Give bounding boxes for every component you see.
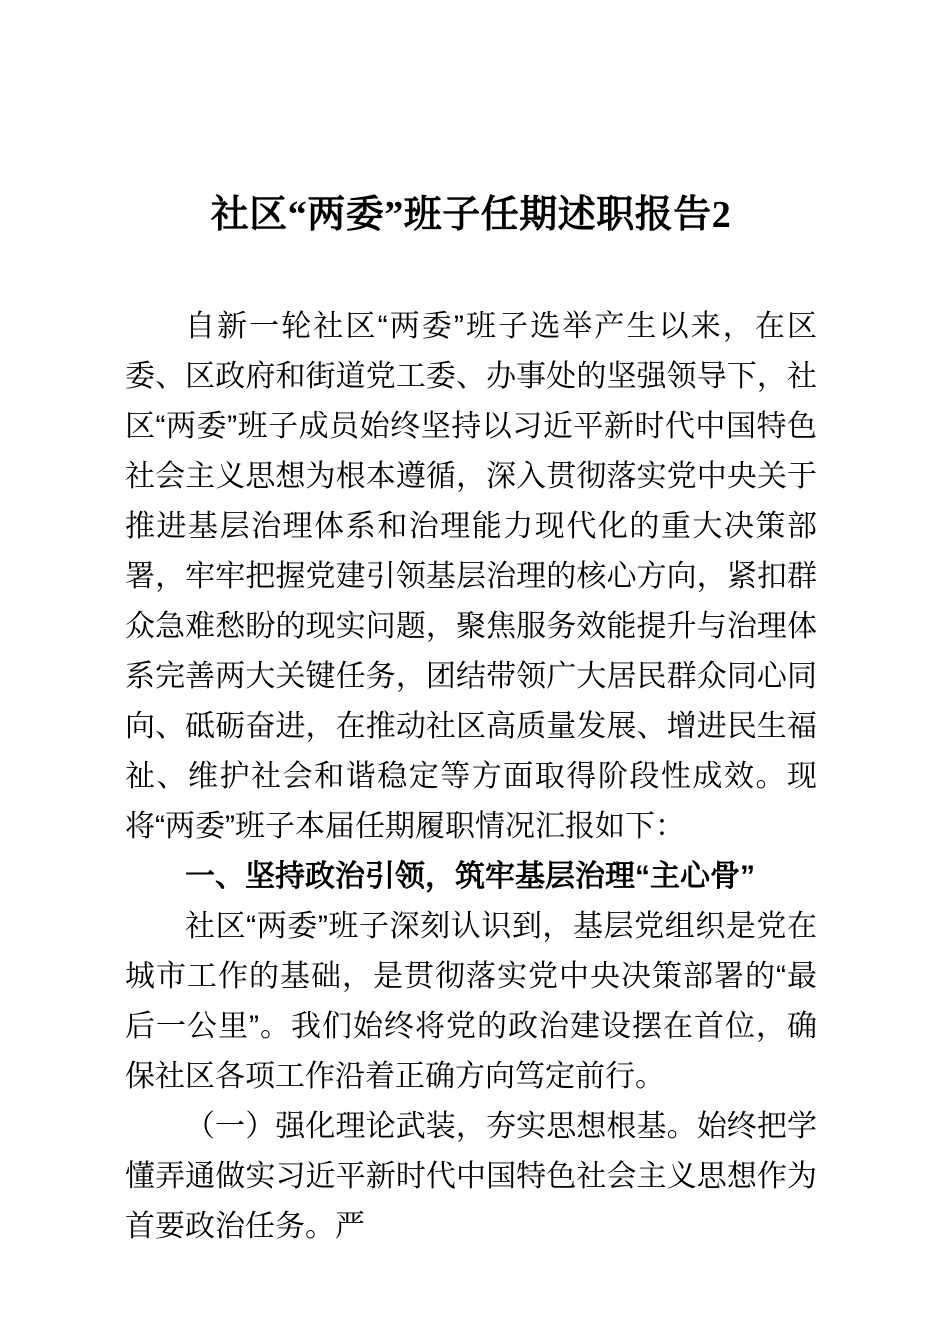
title-spacer <box>125 240 817 302</box>
section-heading-one: 一、坚持政治引领，筑牢基层治理“主心骨” <box>185 860 755 893</box>
intro-paragraph: 自新一轮社区“两委”班子选举产生以来，在区委、区政府和街道党工委、办事处的坚强领导下，社区“两委”班子成员始终坚持以习近平新时代中国特色社会主义思想为根本遵循，深入贯彻落实党中央关于推进基层治理体系和治理能力现代化的重大决策部署，牢牢把握党建引领基层治理的核心方向，紧扣群众急难愁盼的现实问题，聚焦服务效能提升与治理体系完善两大关键任务，团结带领广大居民群众同心同向、砥砺奋进，在推动社区高质量发展、增进民生福祉、维护社会和谐稳定等方面取得阶段性成效。现将“两委”班子本届任期履职情况汇报如下： <box>125 310 817 843</box>
page-title: 社区“两委”班子任期述职报告2 <box>210 194 732 236</box>
document-content <box>125 0 817 1252</box>
section-one-paragraph: 社区“两委”班子深刻认识到，基层党组织是党在城市工作的基础，是贯彻落实党中央决策部署的“最后一公里”。我们始终将党的政治建设摆在首位，确保社区各项工作沿着正确方向笃定前行。 <box>125 910 817 1093</box>
subsection-one-paragraph: （一）强化理论武装，夯实思想根基。始终把学懂弄通做实习近平新时代中国特色社会主义思想作为首要政治任务。严 <box>125 1110 817 1243</box>
